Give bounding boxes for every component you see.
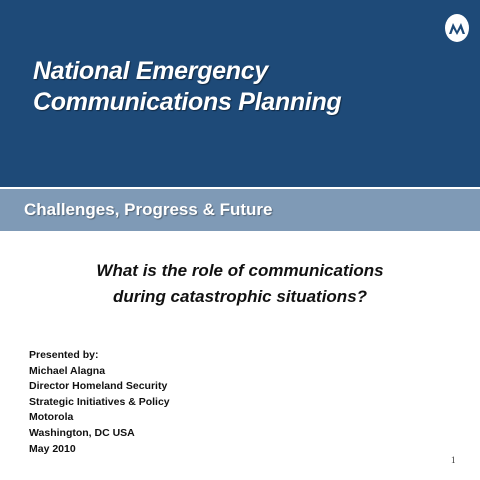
slide-title-line-2: Communications Planning [33,88,342,116]
subtitle-band [0,189,480,231]
presenter-line: Director Homeland Security [29,380,168,393]
presenter-line: Michael Alagna [29,364,106,377]
key-question [60,258,420,310]
presenter-line: Washington, DC USA [29,426,135,439]
motorola-logo-icon [445,14,469,42]
slide-title [33,56,341,118]
key-question-line-2: during catastrophic situations? [112,287,368,306]
page-number: 1 [451,455,456,465]
key-question-line-1: What is the role of communications [96,261,384,280]
motorola-m-icon [448,21,466,35]
presenter-info [29,348,170,457]
slide-subtitle: Challenges, Progress & Future [24,200,273,219]
slide-title-line-1: National Emergency [33,57,268,85]
presenter-line: Strategic Initiatives & Policy [29,395,170,408]
presenter-line: May 2010 [29,442,76,455]
header-band [0,0,480,187]
presenter-line: Motorola [29,411,74,424]
presenter-line: Presented by: [29,349,99,361]
